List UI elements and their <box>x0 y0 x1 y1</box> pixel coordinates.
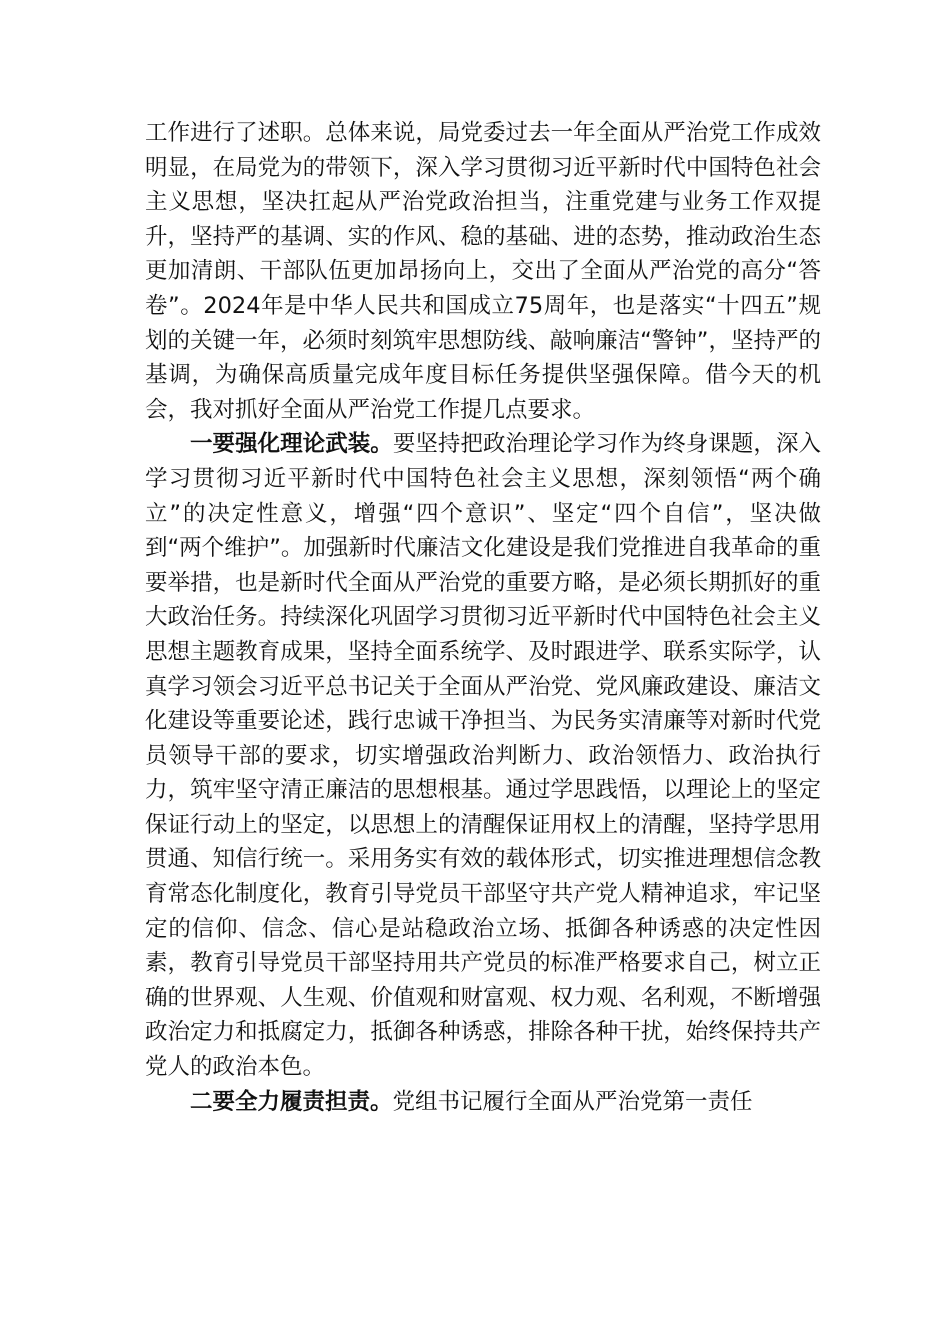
paragraph-lead: 一要强化理论武装。 <box>190 431 393 458</box>
paragraph-text: 工作进行了述职。总体来说，局党委过去一年全面从严治党工作成效明显，在局党为的带领下，深入学习贯彻习近平新时代中国特色社会主义思想，坚决扛起从严治党政治担当，注重党建与业务工作双提升，坚持严的基调、实的作风、稳的基础、进的态势，推动政治生态更加清朗、干部队伍更加昂扬向上，交出了全面从严治党的高分“答卷”。2024年是中华人民共和国成立75周年，也是落实“十四五”规划的关键一年，必须时刻筑牢思想防线、敲响廉洁“警钟”，坚持严的基调，为确保高质量完成年度目标任务提供坚强保障。借今天的机会，我对抓好全面从严治党工作提几点要求。 <box>145 120 821 423</box>
paragraph-intro <box>145 116 821 427</box>
paragraph-lead: 二要全力履责担责。 <box>190 1088 393 1115</box>
document-body <box>145 116 821 1119</box>
paragraph-theory <box>145 427 821 1084</box>
paragraph-responsibility <box>145 1085 821 1120</box>
paragraph-text: 要坚持把政治理论学习作为终身课题，深入学习贯彻习近平新时代中国特色社会主义思想，深刻领悟“两个确立”的决定性意义，增强“四个意识”、坚定“四个自信”，坚决做到“两个维护”。加强新时代廉洁文化建设是我们党推进自我革命的重要举措，也是新时代全面从严治党的重要方略，是必须长期抓好的重大政治任务。持续深化巩固学习贯彻习近平新时代中国特色社会主义思想主题教育成果，坚持全面系统学、及时跟进学、联系实际学，认真学习领会习近平总书记关于全面从严治党、党风廉政建设、廉洁文化建设等重要论述，践行忠诚干净担当、为民务实清廉等对新时代党员领导干部的要求，切实增强政治判断力、政治领悟力、政治执行力，筑牢坚守清正廉洁的思想根基。通过学思践悟，以理论上的坚定保证行动上的坚定，以思想上的清醒保证用权上的清醒，坚持学思用贯通、知信行统一。采用务实有效的载体形式，切实推进理想信念教育常态化制度化，教育引导党员干部坚守共产党人精神追求，牢记坚定的信仰、信念、信心是站稳政治立场、抵御各种诱惑的决定性因素，教育引导党员干部坚持用共产党员的标准严格要求自己，树立正确的世界观、人生观、价值观和财富观、权力观、名利观，不断增强政治定力和抵腐定力，抵御各种诱惑，排除各种干扰，始终保持共产党人的政治本色。 <box>145 431 821 1081</box>
paragraph-text: 党组书记履行全面从严治党第一责任 <box>392 1088 753 1115</box>
